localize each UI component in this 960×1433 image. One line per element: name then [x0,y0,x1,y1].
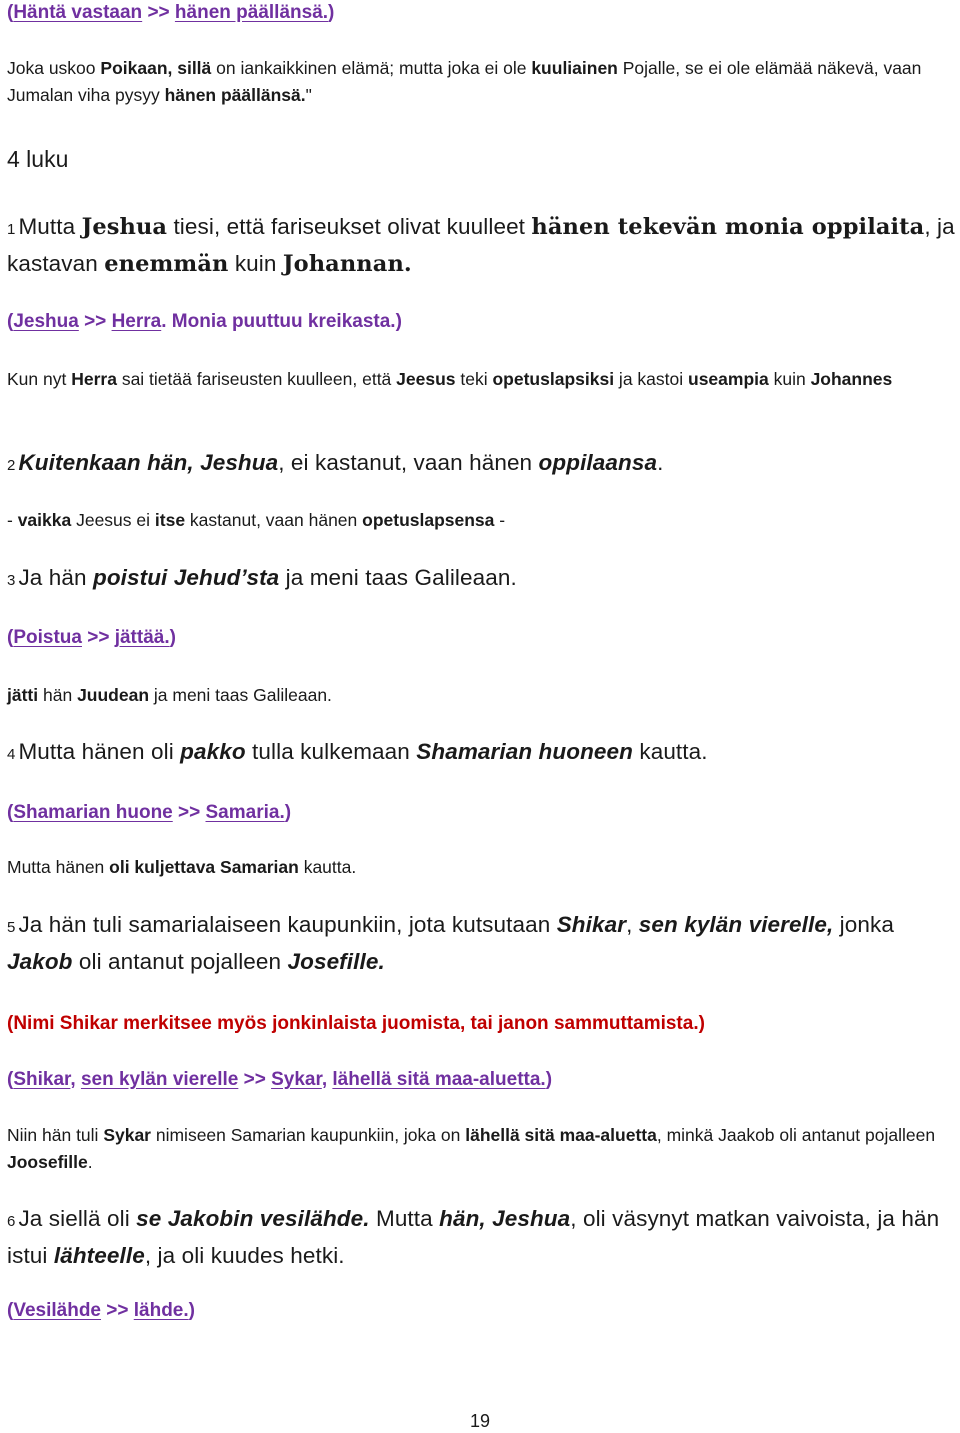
emphasis-text: Shikar [556,912,627,937]
note-text: ( [7,311,14,332]
text-run: oli antanut pojalleen [72,949,288,974]
translation-note-5 [7,1066,957,1094]
text-run: . [657,450,664,475]
text-run: kuin [228,251,283,276]
note-text: , [321,1069,333,1090]
note-original-phrase: Shamarian huone [13,802,173,823]
text-run: , oli väsynyt matkan vaivoista, ja hän istui [7,1206,940,1268]
bold-text: Herra [71,369,117,389]
note-original-phrase: Shikar [13,1069,71,1090]
note-text: ) [328,2,335,23]
emphasis-text: se Jakobin vesilähde. [136,1206,370,1231]
bold-text: itse [154,510,186,530]
text-run: teki [455,369,493,389]
reference-translation-paragraph [7,682,957,709]
text-run: Pojalle, se ei ole elämää näkevä, vaan Jumalan viha pysyy [7,58,922,105]
bold-text: oli kuljettava Samarian [109,857,299,877]
emphasis-text: hänen tekevän monia oppilaita [531,214,925,240]
text-run: tulla kulkemaan [245,739,417,764]
translation-note-3 [7,624,957,652]
emphasis-text: pakko [180,739,246,764]
note-text: ( [7,2,14,23]
verse-number: 2 [7,457,16,474]
note-arrow: >> [78,311,112,332]
text-run: kautta. [298,857,357,877]
text-run: , ja kastavan [7,214,955,276]
verse-3 [7,561,957,598]
note-replacement-phrase: lähde. [133,1300,189,1321]
emphasis-text: Johannan. [282,251,412,277]
chapter-heading: 4 luku [7,146,69,172]
note-replacement-phrase: hänen päällänsä. [174,2,329,23]
note-replacement-phrase: Samaria. [205,802,285,823]
text-run: Jeesus ei [71,510,155,530]
bold-text: Sykar [103,1125,151,1145]
translation-note-2 [7,308,957,336]
bold-text: lähellä sitä maa-aluetta [465,1125,657,1145]
emphasis-text: hän, Jeshua [439,1206,571,1231]
note-arrow: >> [142,2,175,23]
verse-number: 3 [7,572,16,589]
bold-text: opetuslapsiksi [492,369,615,389]
note-text: ( [7,802,14,823]
text-run: Ja hän tuli samarialaiseen kaupunkiin, jota kutsutaan [18,912,557,937]
note-text: . Monia puuttuu kreikasta.) [161,311,402,332]
emphasis-text: enemmän [104,251,229,277]
translation-note-4 [7,799,957,827]
text-run: Ja hän [18,565,93,590]
text-run: Niin hän tuli [7,1125,104,1145]
reference-translation-paragraph [7,854,957,881]
note-text: , [70,1069,81,1090]
emphasis-text: Shamarian huoneen [416,739,633,764]
emphasis-text: poistui Jehud’sta [92,565,280,590]
bold-text: hänen päällänsä. [164,85,306,105]
text-run: ja meni taas Galileaan. [279,565,517,590]
bold-text: Jeesus [396,369,456,389]
note-text: ) [188,1300,195,1321]
bold-text: jätti [7,685,39,705]
text-run: , [626,912,639,937]
verse-number: 5 [7,919,16,936]
text-run: hän [38,685,78,705]
note-text: ) [169,627,176,648]
note-original-phrase: Vesilähde [13,1300,101,1321]
translation-note-name-meaning: (Nimi Shikar merkitsee myös jonkinlaista juomista, tai janon sammuttamista.) [7,1013,705,1034]
bold-text: Juudean [77,685,150,705]
verse-6 [7,1202,957,1273]
text-run: sai tietää fariseusten kuulleen, että [116,369,397,389]
verse-number: 6 [7,1213,16,1230]
text-run: kuin [768,369,811,389]
text-run: kautta. [633,739,708,764]
reference-translation-paragraph [7,55,957,109]
text-run: , minkä Jaakob oli antanut pojalleen [656,1125,936,1145]
text-run: . [87,1152,93,1172]
emphasis-text: oppilaansa [538,450,658,475]
text-run: on iankaikkinen elämä; mutta joka ei ole [211,58,532,78]
reference-translation-paragraph [7,366,957,393]
emphasis-text: Jeshua [81,214,168,240]
reference-translation-paragraph [7,507,957,534]
note-original-phrase: Jeshua [13,311,79,332]
note-arrow: >> [172,802,206,823]
text-run: Mutta hänen [7,857,110,877]
text-run: Mutta [369,1206,440,1231]
text-run: nimiseen Samarian kaupunkiin, joka on [151,1125,466,1145]
emphasis-text: sen kylän vierelle, [638,912,834,937]
translation-note-6 [7,1297,957,1325]
note-text: ) [284,802,292,823]
note-arrow: >> [81,627,115,648]
reference-translation-paragraph [7,1122,957,1176]
text-run: Ja siellä oli [18,1206,137,1231]
text-run: tiesi, että fariseukset olivat kuulleet [167,214,532,239]
bold-text: kuuliainen [531,58,618,78]
note-original-phrase: sen kylän vierelle [80,1069,239,1090]
verse-number: 4 [7,746,16,763]
text-run: Kun nyt [7,369,72,389]
note-text: ( [7,627,14,648]
bold-text: Johannes [810,369,893,389]
emphasis-text: lähteelle [53,1243,145,1268]
note-replacement-phrase: jättää. [114,627,170,648]
text-run: Joka uskoo [7,58,101,78]
text-run: , ja oli kuudes hetki. [144,1243,345,1268]
text-run: - [7,510,18,530]
bold-text: useampia [688,369,769,389]
bold-text: opetuslapsensa [362,510,495,530]
text-run: ja meni taas Galileaan. [149,685,332,705]
note-original-phrase: Poistua [13,627,82,648]
note-text: ( [7,1300,14,1321]
bold-text: Joosefille [7,1152,88,1172]
emphasis-text: Josefille. [287,949,385,974]
text-run: Mutta [18,214,82,239]
translation-note-1 [7,0,957,27]
verse-number: 1 [7,221,16,238]
verse-2 [7,446,957,483]
page-number: 19 [469,1411,491,1431]
text-run: Mutta hänen oli [18,739,181,764]
text-run: - [494,510,506,530]
note-arrow: >> [238,1069,272,1090]
note-original-phrase: Häntä vastaan [13,2,143,23]
verse-4 [7,735,957,772]
note-text: ( [7,1069,14,1090]
verse-5 [7,908,957,979]
text-run: , ei kastanut, vaan hänen [278,450,539,475]
bold-text: vaikka [17,510,72,530]
note-arrow: >> [101,1300,134,1321]
text-run: jonka [833,912,894,937]
verse-1 [7,210,957,281]
bold-text: Poikaan, sillä [100,58,212,78]
note-replacement-phrase: Sykar [271,1069,322,1090]
note-text: ) [545,1069,553,1090]
text-run: kastanut, vaan hänen [185,510,363,530]
note-replacement-phrase: lähellä sitä maa-aluetta. [332,1069,546,1090]
text-run: " [305,85,312,105]
emphasis-text: Jakob [7,949,73,974]
note-replacement-phrase: Herra [111,311,162,332]
emphasis-text: Kuitenkaan hän, Jeshua [18,450,279,475]
text-run: ja kastoi [614,369,688,389]
